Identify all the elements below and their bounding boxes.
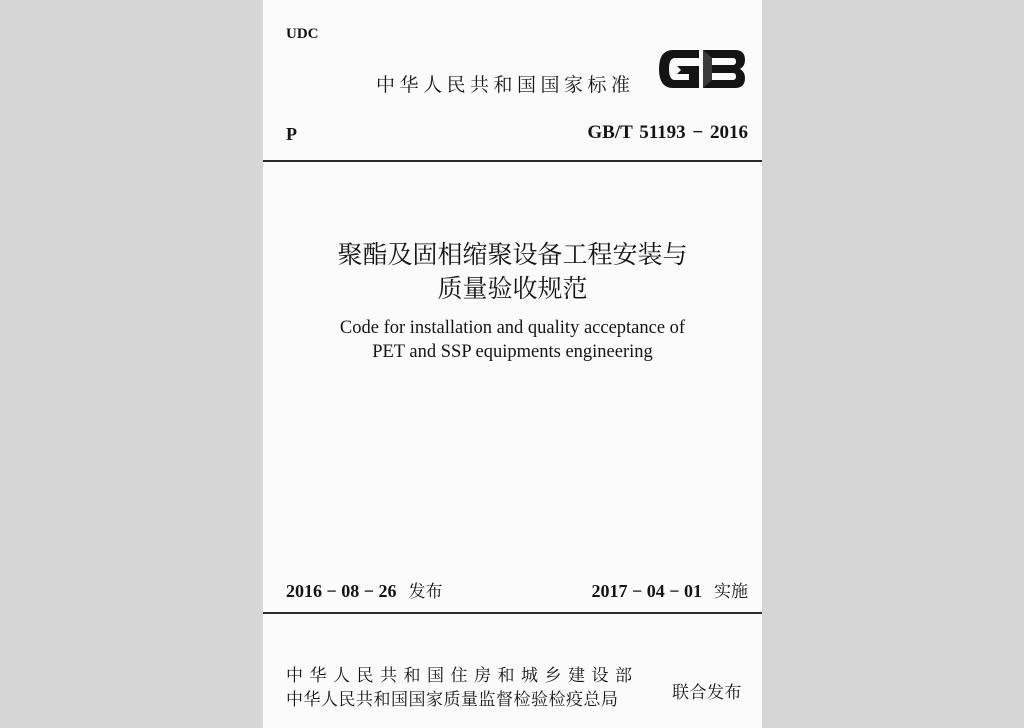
publisher-mohurd: 中华人民共和国住房和城乡建设部 — [286, 666, 639, 686]
english-title-line-2: PET and SSP equipments engineering — [372, 342, 653, 362]
chinese-title — [263, 238, 762, 306]
implementation-date-block — [591, 577, 748, 602]
issue-date: 2016 − 08 − 26 — [286, 581, 397, 601]
english-title — [263, 316, 762, 364]
publishers — [286, 664, 639, 712]
chinese-title-line-1: 聚酯及固相缩聚设备工程安装与 — [337, 240, 688, 269]
national-standard-heading: 中华人民共和国国家标准 — [376, 74, 635, 96]
category-code: P — [286, 124, 297, 144]
standard-cover-page — [263, 0, 762, 728]
udc-label: UDC — [286, 26, 319, 42]
implementation-date: 2017 − 04 − 01 — [591, 581, 702, 601]
implementation-label: 实施 — [714, 582, 748, 602]
bottom-divider — [263, 612, 762, 614]
chinese-title-line-2: 质量验收规范 — [437, 274, 588, 303]
joint-release-label: 联合发布 — [672, 683, 742, 703]
top-divider — [263, 160, 762, 162]
standard-number: GB/T 51193 − 2016 — [587, 122, 748, 143]
issue-label: 发布 — [408, 582, 443, 602]
publisher-aqsiq: 中华人民共和国国家质量监督检验检疫总局 — [286, 690, 619, 710]
english-title-line-1: Code for installation and quality acceptance of — [339, 318, 686, 338]
issue-date-block — [286, 577, 443, 602]
gb-logo-icon — [655, 44, 749, 94]
